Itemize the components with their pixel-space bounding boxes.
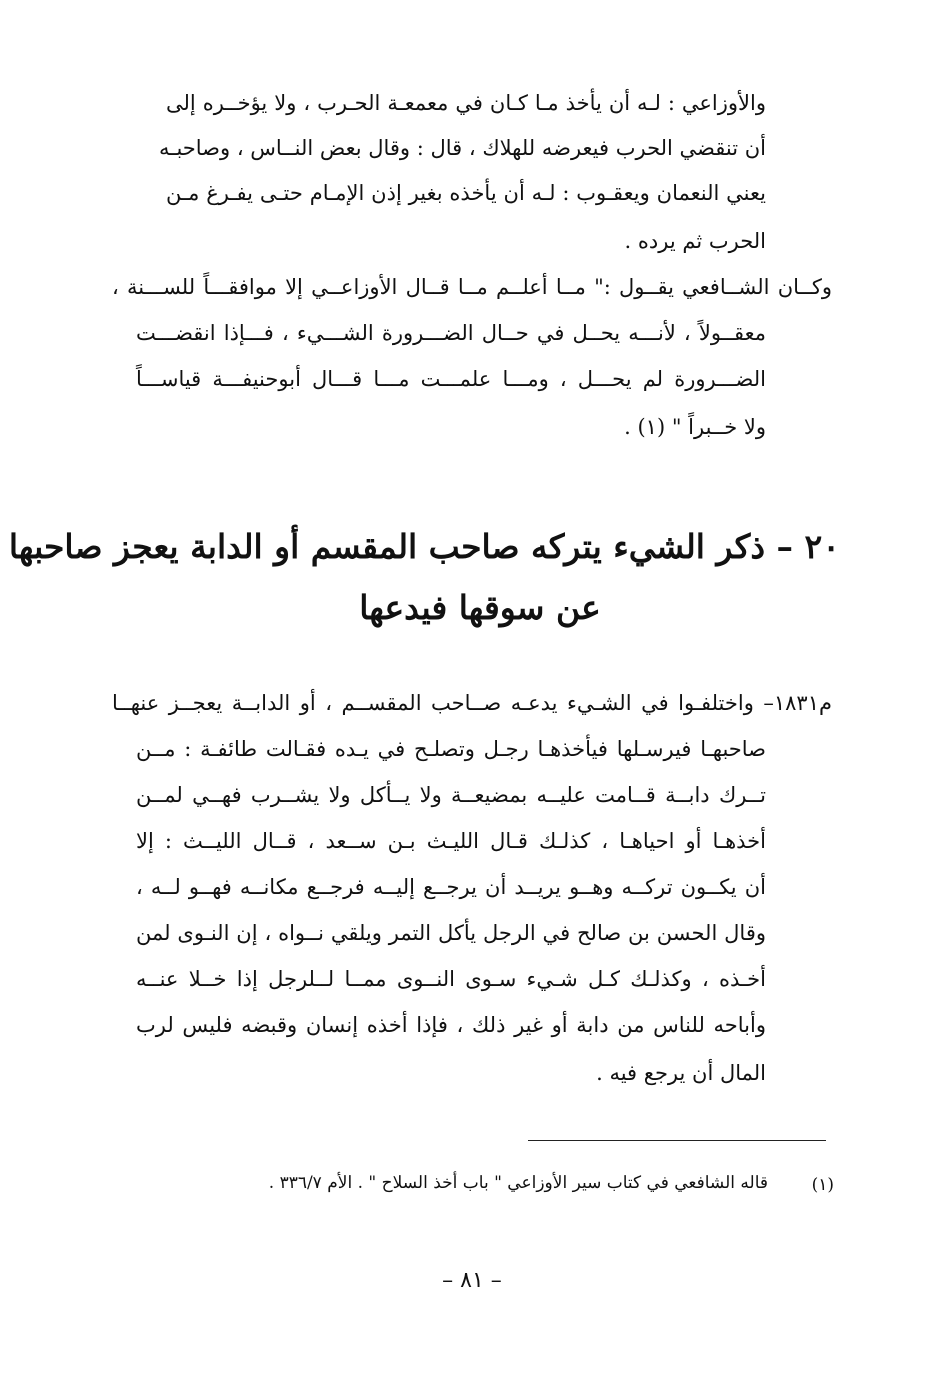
section-heading-continued: عن سوقها فيدعها <box>359 588 601 627</box>
text-line: وكــان الشــافعي يقــول :" مــا أعلــم مــا قــال الأوزاعــي إلا موافقـــاً للســـنة ، <box>112 275 832 299</box>
footnote-separator <box>528 1140 826 1141</box>
text-line: الضـــرورة لم يحـــل ، ومـــا علمـــت مـــا قـــال أبوحنيفـــة قياســـاً <box>136 367 766 391</box>
section-heading: ٢٠ – ذكر الشيء يتركه صاحب المقسم أو الدابة يعجز صاحبها <box>8 527 840 566</box>
text-line: تــرك دابــة قــامت عليــه بمضيعــة ولا يــأكل ولا يشــرب فهــي لمــن <box>136 783 766 807</box>
text-line: والأوزاعي : لـه أن يأخذ مـا كـان في معمعـة الحـرب ، ولا يؤخــره إلى <box>166 91 766 115</box>
footnote-marker: (١) <box>811 1175 834 1195</box>
text-line: وقال الحسن بن صالح في الرجل يأكل التمر ويلقي نــواه ، إن النـوى لمن <box>136 921 766 945</box>
text-line: الحرب ثم يرده . <box>624 229 766 253</box>
text-line: يعني النعمان ويعقـوب : لـه أن يأخذه بغير إذن الإمـام حتـى يفـرغ مـن <box>166 181 766 205</box>
text-line: معقــولاً ، لأنـــه يحــل في حــال الضـــرورة الشـــيء ، فـــإذا انقضـــت <box>136 321 766 345</box>
text-line: وأباحه للناس من دابة أو غير ذلك ، فإذا أخذه إنسان وقبضه فليس لرب <box>136 1013 766 1037</box>
text-line: أن تنقضي الحرب فيعرضه للهلاك ، قال : وقال بعض النــاس ، وصاحبـه <box>159 136 766 160</box>
text-line: م١٨٣١– واختلفـوا في الشـيء يدعـه صــاحب المقســم ، أو الدابــة يعجــز عنهــا <box>112 691 832 715</box>
text-line: أخذهـا أو احياهـا ، كذلـك قـال الليـث بـن ســعد ، قــال الليــث : إلا <box>136 829 766 853</box>
text-line: ولا خــبراً " (١) . <box>624 415 766 439</box>
footnote-text: قاله الشافعي في كتاب سير الأوزاعي " باب أخذ السلاح " . الأم ٣٣٦/٧ . <box>268 1173 768 1193</box>
text-line: أخـذه ، وكذلـك كـل شـيء سـوى النــوى ممــا لــلرجل إذا خــلا عنــه <box>136 967 766 991</box>
text-line: أن يكــون تركــه وهــو يريــد أن يرجــع إليــه فرجــع مكانــه فهــو لــه ، <box>136 875 766 899</box>
page-number: – ٨١ – <box>442 1268 502 1293</box>
text-line: صاحبهـا فيرسـلها فيأخذهـا رجـل وتصلـح في يـده فقـالت طائفـة : مــن <box>136 737 766 761</box>
text-line: المال أن يرجع فيه . <box>596 1061 766 1085</box>
